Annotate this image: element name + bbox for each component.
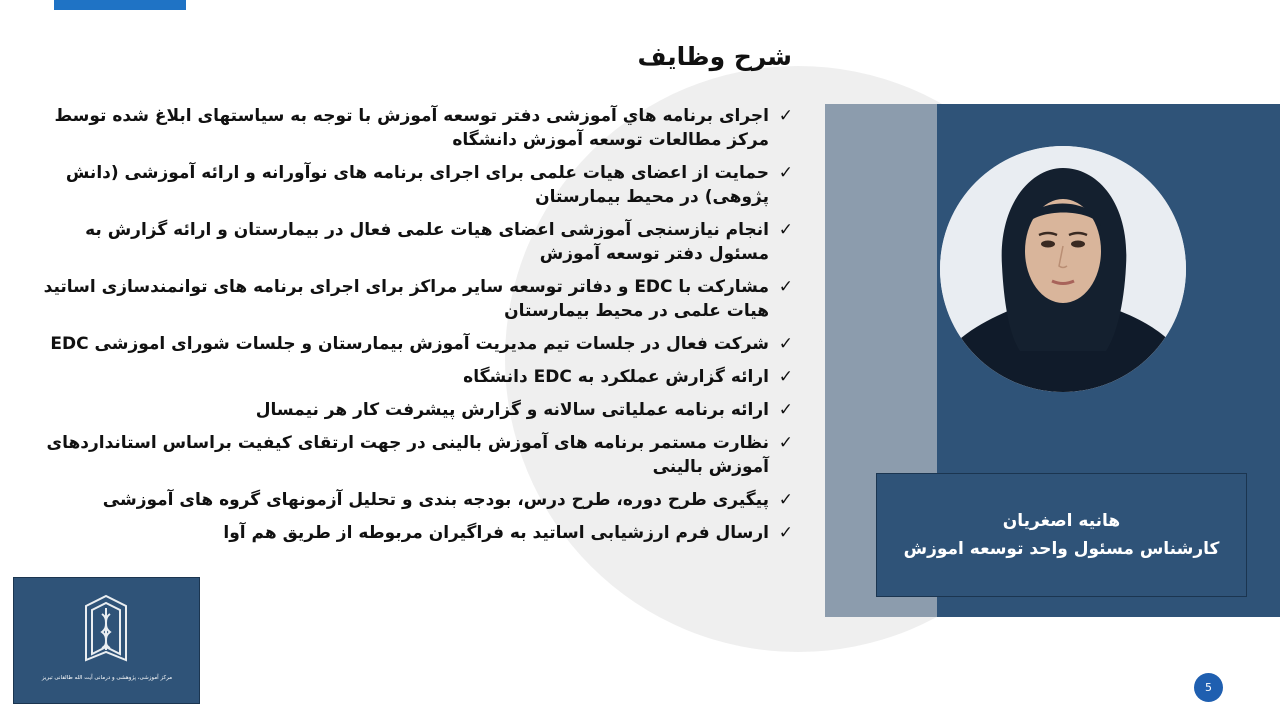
duty-text: انجام نیازسنجی آموزشی اعضای هیات علمی فعال در بیمارستان و ارائه گزارش به مسئول دفتر توسعه آموزش [85,220,769,264]
person-photo [940,146,1186,392]
checkmark-icon: ✓ [778,433,793,453]
page-number-badge: 5 [1194,673,1223,702]
duty-text: پیگیری طرح دوره، طرح درس، بودجه بندی و تحلیل آزمونهای گروه های آموزشی [102,490,769,510]
duty-text: ارسال فرم ارزشیابی اساتید به فراگیران مربوطه از طریق هم آوا [223,523,769,543]
list-item [40,161,795,209]
list-item [40,332,795,356]
checkmark-icon: ✓ [778,523,793,543]
duty-text: مشارکت با EDC و دفاتر توسعه سایر مراکز برای اجرای برنامه های توانمندسازی اساتید هیات علمی در محیط بیمارستان [43,277,769,321]
duty-text: شرکت فعال در جلسات تیم مدیریت آموزش بیمارستان و جلسات شورای اموزشی EDC [50,334,769,354]
checkmark-icon: ✓ [778,400,793,420]
duties-list [40,104,795,554]
person-portrait-icon [940,146,1186,392]
page-title: شرح وظایف [637,42,792,71]
checkmark-icon: ✓ [778,277,793,297]
person-name: هانیه اصغریان [1002,511,1121,531]
list-item [40,104,795,152]
duty-text: ارائه گزارش عملکرد به EDC دانشگاه [463,367,769,387]
top-accent-bar [54,0,186,10]
duty-text: ارائه برنامه عملیاتی سالانه و گزارش پیشرفت کار هر نیمسال [255,400,769,420]
checkmark-icon: ✓ [778,367,793,387]
checkmark-icon: ✓ [778,106,793,126]
checkmark-icon: ✓ [778,490,793,510]
list-item [40,488,795,512]
person-role: کارشناس مسئول واحد توسعه اموزش [903,539,1220,559]
list-item [40,218,795,266]
checkmark-icon: ✓ [778,220,793,240]
list-item [40,398,795,422]
logo-caption: مرکز آموزشی، پژوهشی و درمانی آیت الله طالقانی تبریز [41,675,173,681]
checkmark-icon: ✓ [778,163,793,183]
list-item [40,365,795,389]
institution-logo [13,577,200,704]
list-item [40,275,795,323]
list-item [40,431,795,479]
logo-emblem-icon [14,578,199,678]
duty-text: اجرای برنامه هاي آموزشی دفتر توسعه آموزش با توجه به سیاستهای ابلاغ شده توسط مرکز مطالعات توسعه آموزش دانشگاه [54,106,769,150]
duty-text: نظارت مستمر برنامه های آموزش بالینی در جهت ارتقای کیفیت براساس استانداردهای آموزش بالینی [46,433,769,477]
person-info-box [876,473,1247,597]
duty-text: حمایت از اعضای هیات علمی برای اجرای برنامه های نوآورانه و ارائه آموزشی (دانش پژوهی) در محیط بیمارستان [65,163,769,207]
list-item [40,521,795,545]
checkmark-icon: ✓ [778,334,793,354]
